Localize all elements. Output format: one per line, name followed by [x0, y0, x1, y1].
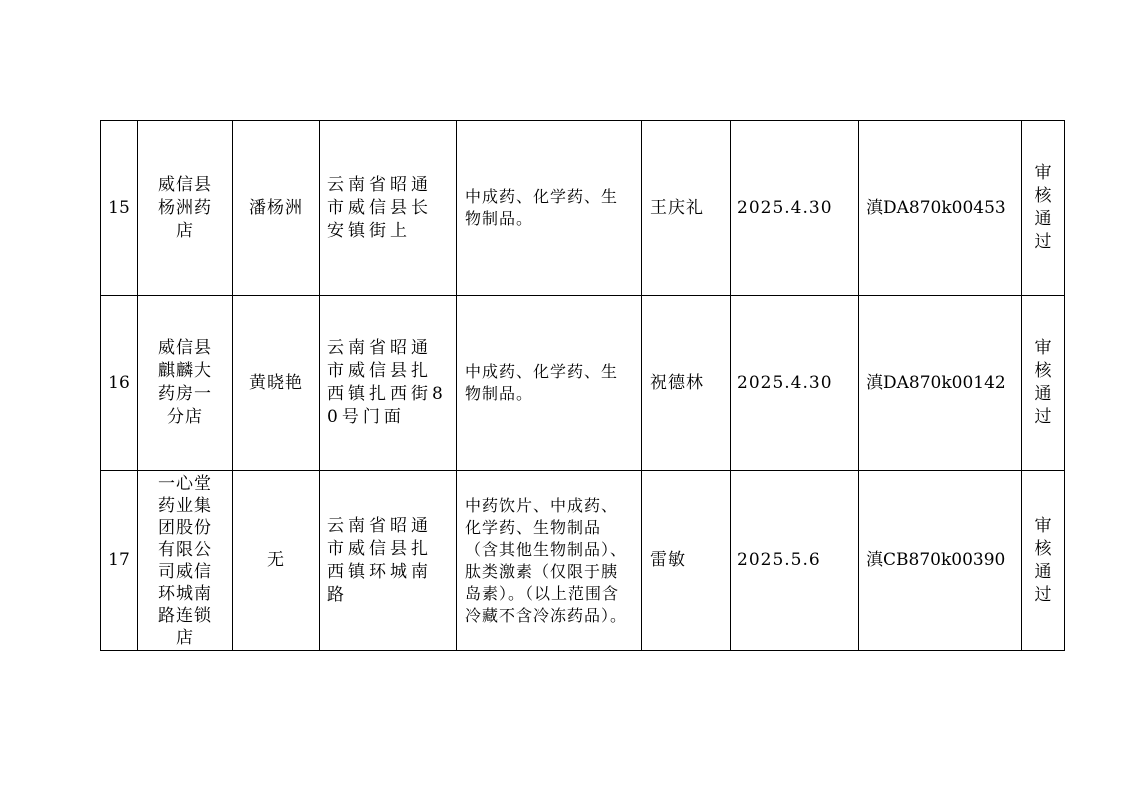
store-address: 云南省昭通市威信县扎西镇环城南路: [320, 471, 457, 651]
row-number: 15: [101, 121, 138, 296]
review-result: 审核通过: [1022, 296, 1065, 471]
quality-lead: 雷敏: [642, 471, 731, 651]
license-number: 滇DA870k00142: [859, 296, 1022, 471]
review-result: 审核通过: [1022, 121, 1065, 296]
records-table: [100, 120, 1065, 651]
approval-date: 2025.4.30: [731, 121, 859, 296]
quality-lead: 祝德林: [642, 296, 731, 471]
row-number: 17: [101, 471, 138, 651]
store-address: 云南省昭通市威信县长安镇街上: [320, 121, 457, 296]
store-name: 威信县杨洲药店: [138, 121, 233, 296]
legal-person: 无: [233, 471, 320, 651]
store-name: 威信县麒麟大药房一分店: [138, 296, 233, 471]
license-number: 滇CB870k00390: [859, 471, 1022, 651]
legal-person: 潘杨洲: [233, 121, 320, 296]
review-result: 审核通过: [1022, 471, 1065, 651]
business-scope: 中成药、化学药、生物制品。: [457, 121, 642, 296]
store-address: 云南省昭通市威信县扎西镇扎西街80号门面: [320, 296, 457, 471]
store-name: 一心堂药业集团股份有限公司威信环城南路连锁店: [138, 471, 233, 651]
business-scope: 中药饮片、中成药、化学药、生物制品（含其他生物制品）、肽类激素（仅限于胰岛素）。（以上范围含冷藏不含冷冻药品）。: [457, 471, 642, 651]
quality-lead: 王庆礼: [642, 121, 731, 296]
business-scope: 中成药、化学药、生物制品。: [457, 296, 642, 471]
approval-date: 2025.5.6: [731, 471, 859, 651]
approval-date: 2025.4.30: [731, 296, 859, 471]
table-row: [101, 471, 1065, 651]
license-number: 滇DA870k00453: [859, 121, 1022, 296]
table-row: [101, 121, 1065, 296]
table-row: [101, 296, 1065, 471]
row-number: 16: [101, 296, 138, 471]
legal-person: 黄晓艳: [233, 296, 320, 471]
